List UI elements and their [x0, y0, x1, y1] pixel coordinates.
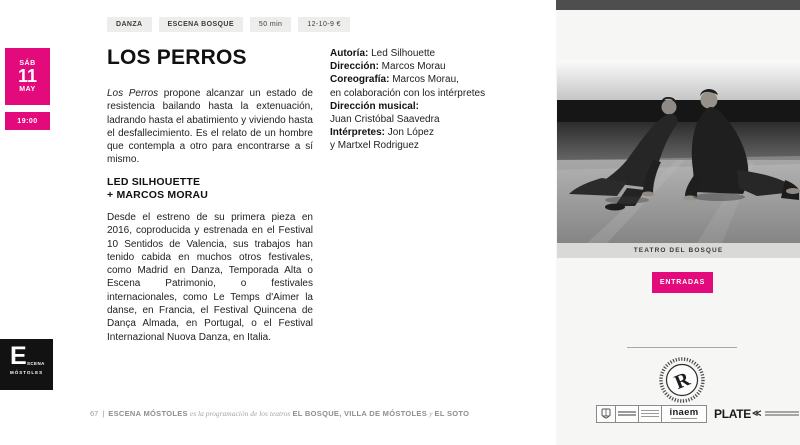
date-day-number: 11 — [17, 66, 38, 86]
meta-tags — [107, 17, 350, 32]
logo-scena-text: SCENA — [27, 361, 45, 366]
page-footer — [90, 409, 469, 418]
sponsor-logos-row — [596, 404, 799, 423]
credit-value: Led Silhouette — [368, 48, 436, 59]
footer-theatres-1: EL BOSQUE, VILLA DE MÓSTOLES — [292, 409, 428, 418]
credit-value: Marcos Morau, — [389, 74, 459, 86]
footer-script-2: y — [429, 409, 433, 418]
company-line-1: LED SILHOUETTE — [107, 176, 201, 188]
footer-brand: ESCENA MÓSTOLES — [108, 409, 188, 418]
credit-value: en colaboración con los intérpretes — [330, 87, 486, 99]
government-logo — [596, 405, 662, 423]
logo-mostoles-text: MÓSTOLES — [10, 370, 44, 375]
dancers-photo-illustration — [557, 60, 800, 243]
credit-line — [330, 60, 545, 73]
date-month: MAY — [19, 86, 36, 93]
company-heading — [107, 176, 208, 201]
top-dark-strip — [556, 0, 800, 10]
svg-text:R: R — [671, 368, 694, 394]
inaem-subtext-line — [671, 418, 697, 420]
credit-line — [330, 73, 545, 86]
credit-value: Juan Cristóbal Saavedra — [330, 114, 440, 126]
synopsis-paragraph — [107, 87, 313, 167]
time-badge: 19:00 — [5, 112, 50, 130]
right-page-panel — [556, 0, 800, 445]
platea-logo — [714, 407, 799, 421]
credit-line — [330, 113, 545, 126]
page-number: 67 — [90, 409, 99, 418]
gobierno-text-lines — [615, 406, 638, 422]
footer-script-1: es la programación de los teatros — [189, 409, 291, 418]
credits-list — [330, 47, 545, 153]
spain-coat-of-arms-icon — [597, 406, 615, 422]
inaem-logo — [662, 405, 707, 423]
red-circular-seal-icon — [659, 357, 705, 403]
credit-line — [330, 87, 545, 100]
credit-value: y Martxel Rodriguez — [330, 140, 419, 152]
credit-line — [330, 139, 545, 152]
entradas-button[interactable]: ENTRADAS — [652, 272, 713, 293]
credit-value: Marcos Morau — [378, 61, 446, 73]
credit-label: Dirección musical: — [330, 100, 419, 112]
escena-mostoles-logo — [0, 339, 53, 390]
credit-line — [330, 126, 545, 139]
performance-photo — [557, 60, 800, 243]
credit-label: Autoría: — [330, 48, 369, 59]
footer-separator: | — [102, 409, 105, 418]
credit-label: Coreografía: — [330, 74, 390, 86]
platea-chevrons-icon: ≪ — [751, 408, 762, 418]
page-title: LOS PERROS — [107, 46, 247, 69]
logo-letter-e: E — [10, 342, 27, 370]
date-day-name: SÁB — [19, 60, 36, 67]
ministerio-text-lines — [638, 406, 661, 422]
credit-label: Dirección: — [330, 61, 379, 73]
platea-subtext-lines — [765, 411, 799, 416]
synopsis-rest: propone alcanzar un estado de resistencia bailando hasta la extenuación, ladrando hasta el abatimiento y viviendo hasta el desfallecimiento. Es el relato de un hombre que contempla a otro para encontrarse a sí mismo. — [107, 88, 313, 166]
divider-line — [627, 347, 737, 348]
credit-value: Jon López — [385, 127, 434, 139]
photo-caption: TEATRO DEL BOSQUE — [557, 243, 800, 258]
date-badge — [5, 48, 50, 105]
platea-wordmark: PLATE — [714, 406, 751, 421]
credit-line — [330, 47, 545, 60]
synopsis-lead: Los Perros — [107, 88, 159, 99]
footer-theatres-2: EL SOTO — [434, 409, 470, 418]
credit-label: Intérpretes: — [330, 127, 386, 139]
tag-duration: 50 min — [250, 17, 291, 32]
tag-venue: ESCENA BOSQUE — [159, 17, 243, 32]
company-line-2: + MARCOS MORAU — [107, 188, 209, 201]
tag-prices: 12-10-9 € — [298, 17, 350, 32]
inaem-wordmark: inaem — [669, 406, 699, 418]
tag-genre: DANZA — [107, 17, 152, 32]
company-bio-paragraph: Desde el estreno de su primera pieza en 2016, coproducida y estrenada en el Festival 10 Sentidos de Valencia, sus trabajos han tenido cabida en muchos otros festivales, como Madrid en Danza, Temporada Alta o Escena Patrimonio, o festivales internacionales, como Le Temps d'Aimer la danse, en Francia, el Festival Quincena de Dança Almada, en Portugal, o el Festival Internazional Nuova Danza, en Italia. — [107, 212, 313, 343]
credit-line — [330, 100, 545, 113]
